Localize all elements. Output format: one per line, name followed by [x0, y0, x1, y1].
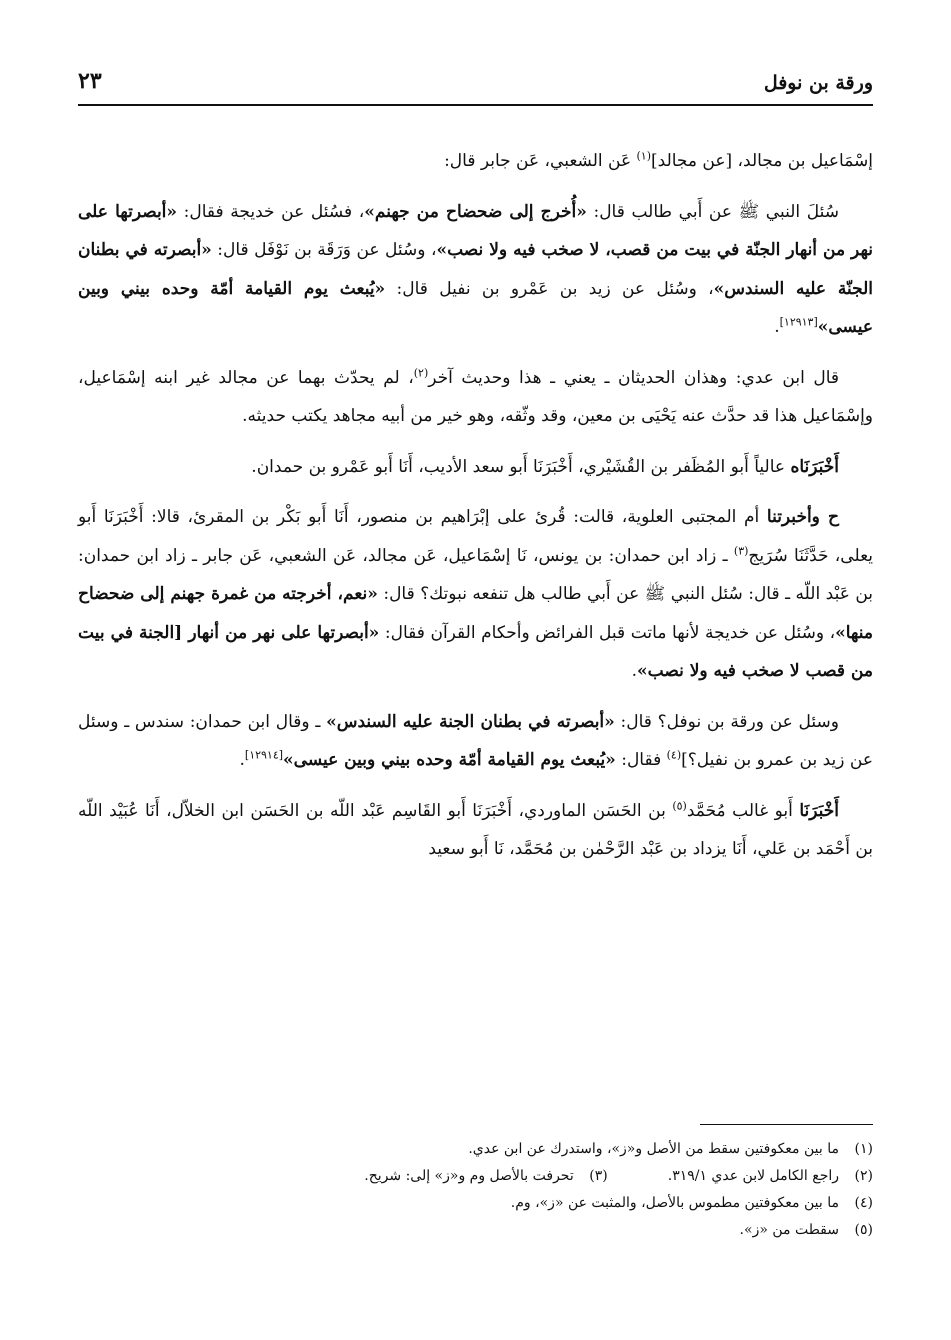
bold-text: أَخْبَرَنَا	[799, 800, 839, 821]
bold-text: «يُبعث يوم القيامة أمّة وحده بيني وبين عيسى»	[78, 278, 873, 337]
text-segment: ، وسُئل عن وَرَقَة بن نَوْفَل قال:	[211, 240, 437, 260]
footnote	[78, 1190, 873, 1217]
text-segment: فقال:	[615, 750, 667, 770]
footnote	[78, 1136, 873, 1163]
paragraph	[78, 359, 873, 436]
bold-text: أَخْبَرَنَاه	[790, 456, 839, 477]
bold-text: «نعم، أخرجته من غمرة جهنم إلى ضحضاح منها»	[78, 584, 873, 643]
text-segment: ، وسُئل عن زيد بن عَمْرو بن نفيل قال:	[385, 278, 714, 299]
text-segment: ، وسُئل عن خديجة لأنها ماتت قبل الفرائض وأحكام القرآن فقال:	[379, 622, 836, 643]
bold-text: ح وأخبرتنا	[766, 507, 840, 527]
text-segment: بن الحَسَن الماوردي، أَخْبَرَنَا أَبو القَاسِم عَبْد اللّه بن الحَسَن ابن الخلاّل، أَنَا عُبَيْد اللّه بن أَحْمَد بن عَلي، أَنَا يزداد بن عَبْد الرَّحْمٰن بن مُحَمَّد، نَا أَبو سعيد	[78, 800, 873, 859]
footnote-text: سقطت من «ز».	[739, 1222, 839, 1238]
running-title: ورقة بن نوفل	[763, 72, 873, 94]
footnote-reference: [١٢٩١٤]	[244, 748, 284, 762]
footnote-number: (٣)	[589, 1168, 608, 1184]
text-segment: عالياً أَبو المُظَفر بن القُشَيْري، أَخْبَرَنَا أَبو سعد الأديب، أَنَا أَبو عَمْرو بن حمدان.	[251, 456, 791, 477]
text-segment: سُئلَ النبي ﷺ عن أَبي طالب قال:	[586, 201, 839, 222]
page-number: ٢٣	[78, 68, 102, 94]
text-segment: عَن الشعبي، عَن جابر قال:	[444, 151, 637, 171]
footnote-text: ما بين معكوفتين مطموس بالأصل، والمثبت عن «ز»، وم.	[510, 1195, 839, 1211]
paragraph	[78, 448, 873, 487]
footnote-reference: (٢)	[413, 365, 429, 379]
bold-text: «أبصرته في بطنان الجنة عليه السندس»	[326, 711, 615, 732]
bold-text: «يُبعث يوم القيامة أمّة وحده بيني وبين عيسى»	[283, 750, 616, 770]
footnote	[78, 1217, 873, 1244]
text-segment: .	[631, 661, 638, 681]
footnote-text: ما بين معكوفتين سقط من الأصل و«ز»، واستدرك عن ابن عدي.	[468, 1141, 839, 1157]
footnote-number: (٢)	[854, 1168, 873, 1184]
text-segment: ، لم يحدّث بهما عن مجالد غير ابنه إسْمَاعيل، وإسْمَاعيل هذا قد حدَّث عنه يَحْيَى بن معين، وقد وثّقه، وهو خير من أبيه مجاهد يكتب حديثه.	[78, 367, 873, 426]
text-segment: إسْمَاعيل بن مجالد، [عن مجالد]	[651, 151, 873, 171]
paragraph	[78, 792, 873, 869]
main-text	[78, 142, 873, 881]
footnote-number: (٥)	[854, 1222, 873, 1238]
footnote-reference: (١)	[636, 149, 652, 163]
bold-text: «أبصرته في بطنان الجنّة عليه السندس»	[78, 240, 873, 299]
footnotes	[78, 1136, 873, 1244]
bold-text: «أُخرج إلى ضحضاح من جهنم»	[364, 201, 587, 222]
text-segment: ـ زاد ابن حمدان: بن يونس، نَا إسْمَاعيل، عَن مجالد، عَن الشعبي، عَن جابر ـ زاد ابن حمدان: بن عَبْد اللّه ـ قال: سُئل النبي ﷺ عن أَبي طالب هل تنفعه نبوتك؟ قال:	[78, 545, 873, 604]
page-header	[78, 60, 873, 106]
footnote	[78, 1163, 873, 1190]
text-segment: .	[774, 317, 780, 337]
footnote-text: راجع الكامل لابن عدي ٣١٩/١.	[667, 1168, 839, 1184]
bold-text: «أبصرتها على نهر من أنهار الجنّة في بيت من قصب، لا صخب فيه ولا نصب»	[78, 201, 874, 260]
paragraph	[78, 703, 873, 780]
footnote-separator	[700, 1124, 873, 1125]
text-segment: ، فسُئل عن خديجة فقال:	[177, 201, 365, 222]
paragraph	[78, 193, 873, 347]
text-segment: قال ابن عدي: وهذان الحديثان ـ يعني ـ هذا وحديث آخر	[428, 367, 839, 388]
footnote-reference: (٥)	[672, 798, 687, 812]
footnote-reference: (٣)	[733, 543, 749, 557]
text-segment: أم المجتبى العلوية، قالت: قُرئ على إبْرَاهيم بن منصور، أَنَا أَبو بَكْر بن المقرئ، قالا: أَخْبَرَنَا أَبو يعلى، حَدَّثَنَا سُرَيج	[78, 507, 874, 566]
paragraph	[78, 142, 873, 181]
footnote-number: (٤)	[854, 1195, 873, 1211]
paragraph	[78, 498, 873, 691]
text-segment: أَبو غالب مُحَمَّد	[686, 800, 800, 821]
footnote-reference: (٤)	[666, 748, 682, 762]
bold-text: «أبصرتها على نهر من أنهار [الجنة في بيت من قصب لا صخب فيه ولا نصب»	[78, 622, 873, 681]
footnote-number: (١)	[854, 1141, 873, 1157]
text-segment: وسئل عن ورقة بن نوفل؟ قال:	[614, 711, 839, 732]
footnote-reference: [١٢٩١٣]	[779, 315, 818, 329]
footnote-text: تحرفت بالأصل وم و«ز» إلى: شريح.	[364, 1168, 574, 1184]
text-segment: ـ وقال ابن حمدان: سندس ـ وسئل عن زيد بن عمرو بن نفيل؟]	[78, 711, 873, 770]
text-segment: .	[239, 750, 245, 770]
